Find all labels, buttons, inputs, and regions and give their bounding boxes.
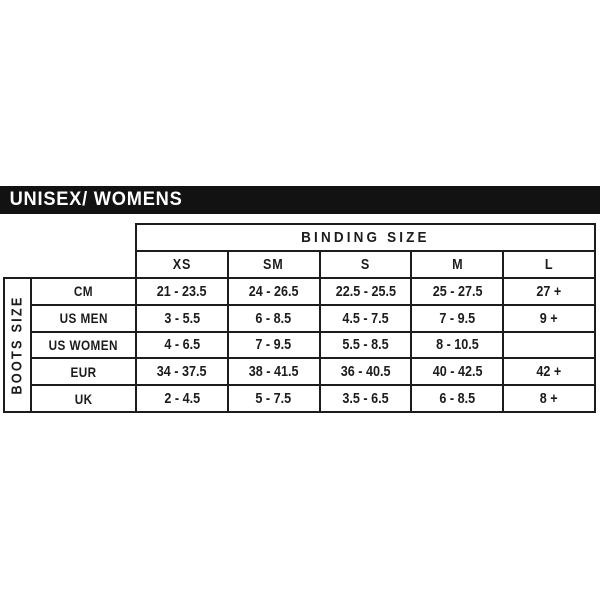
cell-uswomen-s: 5.5 - 8.5	[321, 333, 411, 358]
row-label-us-women: US WOMEN	[32, 333, 135, 358]
cell-usmen-s: 4.5 - 7.5	[321, 306, 411, 331]
column-header-xs: XS	[137, 252, 227, 277]
cell-eur-m: 40 - 42.5	[412, 359, 502, 384]
row-label-eur: EUR	[32, 359, 135, 384]
cell-usmen-m: 7 - 9.5	[412, 306, 502, 331]
cell-uk-sm: 5 - 7.5	[229, 386, 319, 411]
cell-eur-l: 42 +	[504, 359, 594, 384]
cell-cm-sm: 24 - 26.5	[229, 279, 319, 304]
cell-uk-l: 8 +	[504, 386, 594, 411]
title-bar	[0, 186, 600, 214]
cell-uk-xs: 2 - 4.5	[137, 386, 227, 411]
cell-usmen-xs: 3 - 5.5	[137, 306, 227, 331]
table-corner-blank	[3, 223, 135, 277]
size-table	[3, 223, 596, 413]
cell-cm-xs: 21 - 23.5	[137, 279, 227, 304]
column-header-m: M	[412, 252, 502, 277]
cell-uk-s: 3.5 - 6.5	[321, 386, 411, 411]
cell-cm-l: 27 +	[504, 279, 594, 304]
row-label-cm: CM	[32, 279, 135, 304]
cell-uk-m: 6 - 8.5	[412, 386, 502, 411]
column-header-l: L	[504, 252, 594, 277]
boots-size-axis-label: BOOTS SIZE	[5, 279, 30, 411]
cell-cm-m: 25 - 27.5	[412, 279, 502, 304]
cell-eur-sm: 38 - 41.5	[229, 359, 319, 384]
cell-eur-xs: 34 - 37.5	[137, 359, 227, 384]
column-header-s: S	[321, 252, 411, 277]
cell-eur-s: 36 - 40.5	[321, 359, 411, 384]
cell-uswomen-sm: 7 - 9.5	[229, 333, 319, 358]
cell-uswomen-m: 8 - 10.5	[412, 333, 502, 358]
cell-cm-s: 22.5 - 25.5	[321, 279, 411, 304]
cell-uswomen-l-empty	[504, 333, 594, 358]
cell-usmen-l: 9 +	[504, 306, 594, 331]
row-label-uk: UK	[32, 386, 135, 411]
cell-usmen-sm: 6 - 8.5	[229, 306, 319, 331]
page-title: UNISEX/ WOMENS	[9, 189, 183, 210]
row-label-us-men: US MEN	[32, 306, 135, 331]
binding-size-header: BINDING SIZE	[137, 225, 594, 250]
cell-uswomen-xs: 4 - 6.5	[137, 333, 227, 358]
column-header-sm: SM	[229, 252, 319, 277]
